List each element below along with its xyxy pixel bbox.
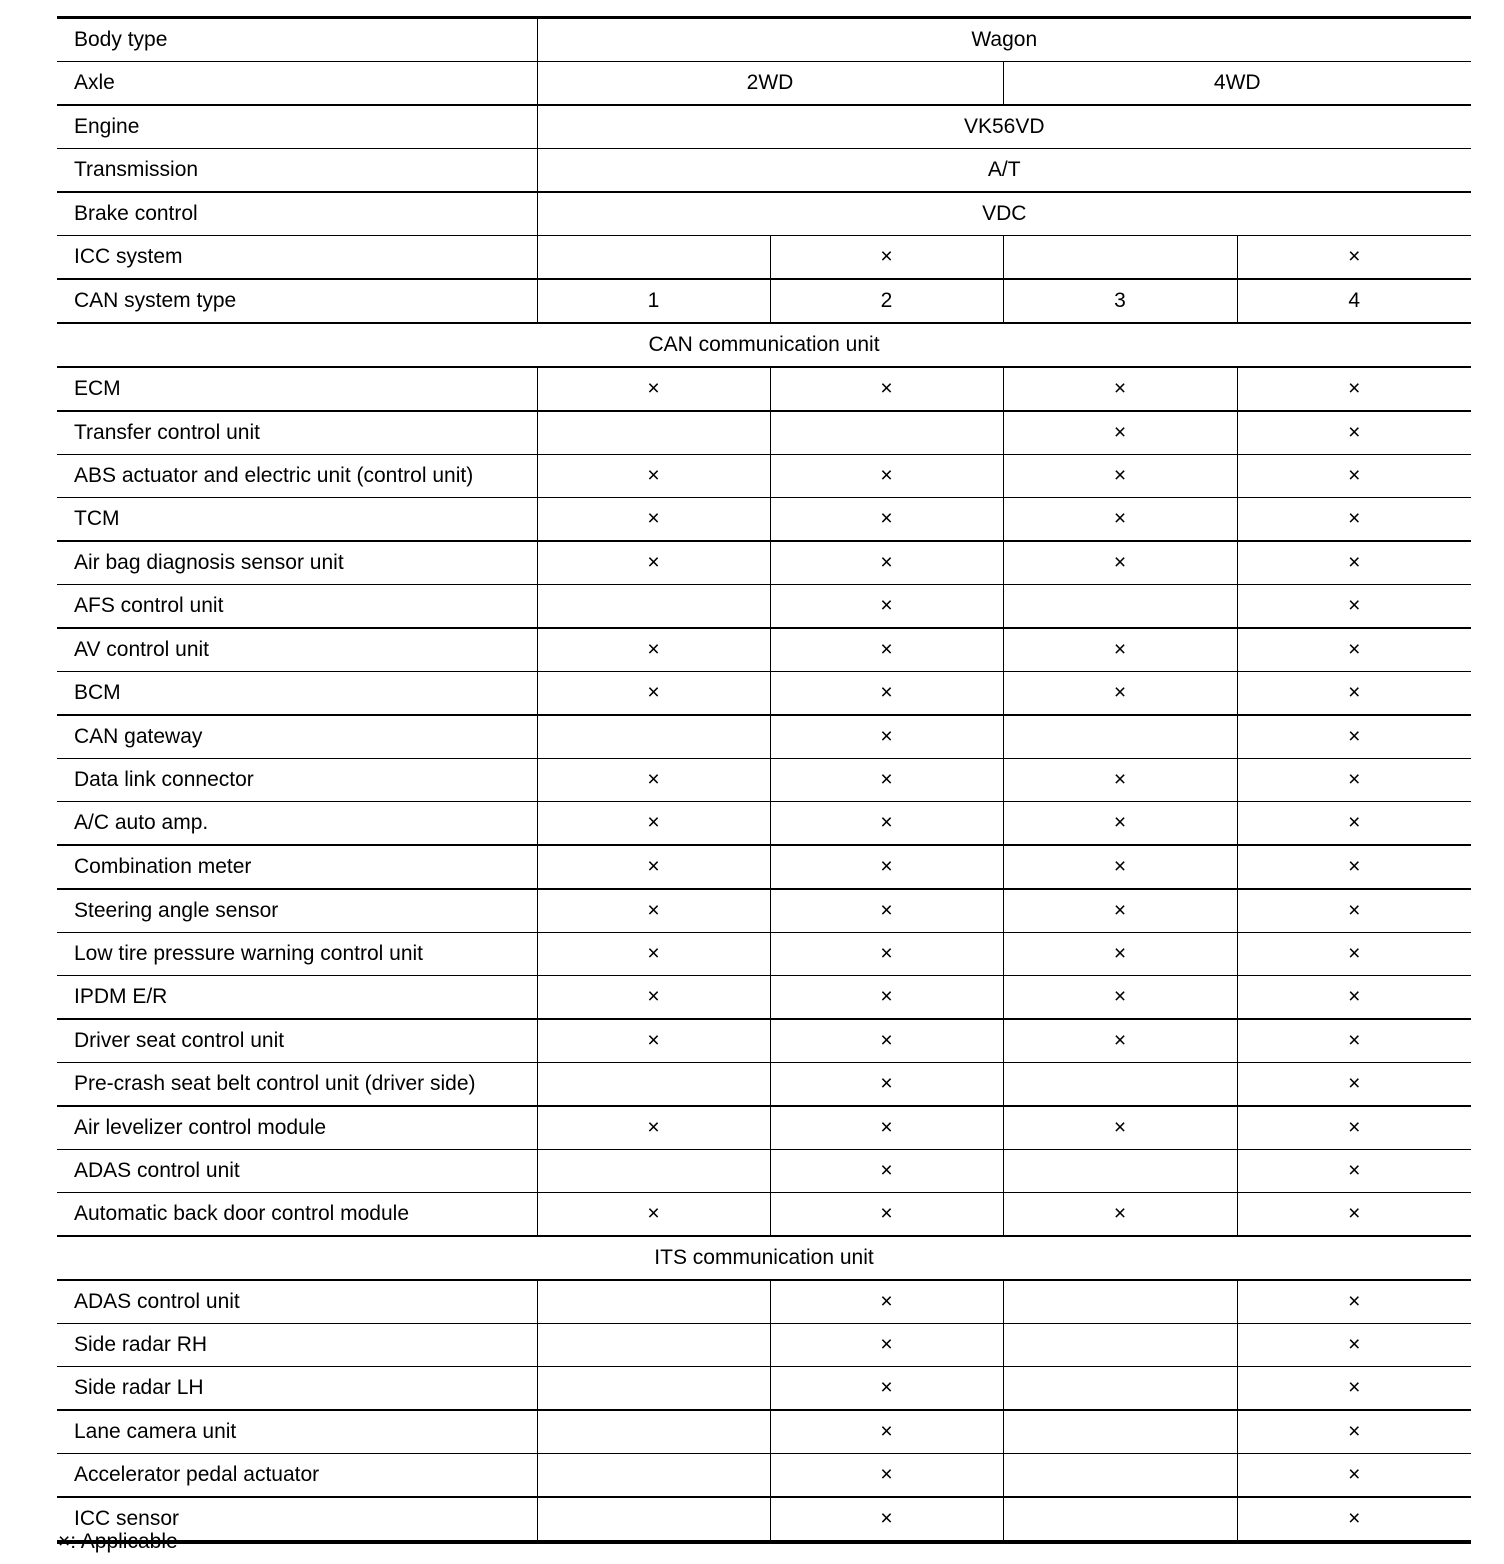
applicability-type-3 — [1003, 1497, 1237, 1542]
unit-name: Air bag diagnosis sensor unit — [57, 541, 537, 585]
applicability-type-2: × — [770, 585, 1003, 629]
applicability-type-4: × — [1237, 715, 1471, 759]
table-row — [57, 889, 1471, 933]
applicability-type-2: × — [770, 1063, 1003, 1107]
row-engine — [57, 105, 1471, 149]
can-system-table — [57, 16, 1471, 1544]
applicability-type-1 — [537, 1150, 770, 1193]
applicability-type-1 — [537, 411, 770, 455]
applicability-type-2 — [770, 411, 1003, 455]
section-title: CAN communication unit — [57, 323, 1471, 367]
applicability-type-2: × — [770, 498, 1003, 542]
brake-control-value: VDC — [537, 192, 1471, 236]
applicability-type-3 — [1003, 1280, 1237, 1324]
applicability-type-1: × — [537, 455, 770, 498]
applicability-type-1: × — [537, 672, 770, 716]
applicability-type-2: × — [770, 541, 1003, 585]
applicability-type-4: × — [1237, 1150, 1471, 1193]
applicability-type-4: × — [1237, 976, 1471, 1020]
unit-name: ADAS control unit — [57, 1150, 537, 1193]
body-type-label: Body type — [57, 18, 537, 62]
unit-name: TCM — [57, 498, 537, 542]
can-system-type-1: 1 — [537, 279, 770, 323]
table-row — [57, 1193, 1471, 1237]
transmission-value: A/T — [537, 149, 1471, 193]
table-row — [57, 541, 1471, 585]
applicability-type-1: × — [537, 976, 770, 1020]
row-body-type — [57, 18, 1471, 62]
applicability-type-2: × — [770, 1454, 1003, 1498]
applicability-type-4: × — [1237, 845, 1471, 889]
applicability-type-3: × — [1003, 411, 1237, 455]
applicability-type-4: × — [1237, 672, 1471, 716]
unit-name: Steering angle sensor — [57, 889, 537, 933]
applicability-type-3: × — [1003, 976, 1237, 1020]
applicability-type-2: × — [770, 1324, 1003, 1367]
applicability-type-3: × — [1003, 1193, 1237, 1237]
can-system-table-container — [57, 16, 1471, 1544]
applicability-type-3: × — [1003, 498, 1237, 542]
applicability-type-2: × — [770, 802, 1003, 846]
applicability-type-3 — [1003, 1454, 1237, 1498]
applicability-type-2: × — [770, 1497, 1003, 1542]
applicability-type-2: × — [770, 628, 1003, 672]
unit-name: Accelerator pedal actuator — [57, 1454, 537, 1498]
applicability-type-1: × — [537, 1106, 770, 1150]
table-row — [57, 1019, 1471, 1063]
applicability-type-3: × — [1003, 845, 1237, 889]
can-system-type-2: 2 — [770, 279, 1003, 323]
applicability-type-1: × — [537, 367, 770, 411]
table-row — [57, 1324, 1471, 1367]
applicability-type-4: × — [1237, 1063, 1471, 1107]
unit-name: Transfer control unit — [57, 411, 537, 455]
unit-name: BCM — [57, 672, 537, 716]
table-row — [57, 933, 1471, 976]
applicability-type-4: × — [1237, 628, 1471, 672]
applicability-type-1: × — [537, 628, 770, 672]
applicability-type-2: × — [770, 845, 1003, 889]
applicability-type-4: × — [1237, 802, 1471, 846]
applicability-type-3 — [1003, 1150, 1237, 1193]
unit-name: A/C auto amp. — [57, 802, 537, 846]
applicability-type-4: × — [1237, 455, 1471, 498]
applicability-type-4: × — [1237, 541, 1471, 585]
applicability-type-3: × — [1003, 367, 1237, 411]
unit-name: Low tire pressure warning control unit — [57, 933, 537, 976]
applicability-type-2: × — [770, 672, 1003, 716]
table-row — [57, 367, 1471, 411]
icc-system-label: ICC system — [57, 236, 537, 280]
icc-system-type-1 — [537, 236, 770, 280]
applicability-type-2: × — [770, 1410, 1003, 1454]
section-header-row — [57, 1236, 1471, 1280]
body-type-value: Wagon — [537, 18, 1471, 62]
icc-system-type-2: × — [770, 236, 1003, 280]
applicability-type-4: × — [1237, 585, 1471, 629]
applicability-type-2: × — [770, 367, 1003, 411]
unit-name: CAN gateway — [57, 715, 537, 759]
applicability-type-1 — [537, 1367, 770, 1411]
row-axle — [57, 62, 1471, 106]
icc-system-type-4: × — [1237, 236, 1471, 280]
legend-applicable: ×: Applicable — [58, 1530, 178, 1553]
applicability-type-3 — [1003, 1063, 1237, 1107]
applicability-type-3: × — [1003, 672, 1237, 716]
applicability-type-3: × — [1003, 933, 1237, 976]
applicability-type-3: × — [1003, 1019, 1237, 1063]
applicability-type-2: × — [770, 1019, 1003, 1063]
applicability-type-4: × — [1237, 889, 1471, 933]
applicability-type-1: × — [537, 498, 770, 542]
can-system-type-4: 4 — [1237, 279, 1471, 323]
table-row — [57, 1410, 1471, 1454]
unit-name: Combination meter — [57, 845, 537, 889]
unit-name: Driver seat control unit — [57, 1019, 537, 1063]
section-header-row — [57, 323, 1471, 367]
applicability-type-4: × — [1237, 1367, 1471, 1411]
table-row — [57, 715, 1471, 759]
applicability-type-1 — [537, 715, 770, 759]
row-can-system-type — [57, 279, 1471, 323]
axle-4wd: 4WD — [1003, 62, 1471, 106]
unit-name: IPDM E/R — [57, 976, 537, 1020]
applicability-type-3: × — [1003, 802, 1237, 846]
axle-label: Axle — [57, 62, 537, 106]
unit-name: AFS control unit — [57, 585, 537, 629]
unit-name: AV control unit — [57, 628, 537, 672]
table-body — [57, 18, 1471, 1543]
applicability-type-1: × — [537, 541, 770, 585]
brake-control-label: Brake control — [57, 192, 537, 236]
axle-2wd: 2WD — [537, 62, 1003, 106]
applicability-type-4: × — [1237, 1324, 1471, 1367]
applicability-type-1 — [537, 1410, 770, 1454]
unit-name: ECM — [57, 367, 537, 411]
table-row — [57, 1497, 1471, 1542]
can-system-type-3: 3 — [1003, 279, 1237, 323]
applicability-type-3: × — [1003, 759, 1237, 802]
applicability-type-3: × — [1003, 455, 1237, 498]
applicability-type-2: × — [770, 889, 1003, 933]
table-row — [57, 672, 1471, 716]
applicability-type-1 — [537, 1063, 770, 1107]
applicability-type-1: × — [537, 845, 770, 889]
applicability-type-3 — [1003, 1367, 1237, 1411]
transmission-label: Transmission — [57, 149, 537, 193]
unit-name: Air levelizer control module — [57, 1106, 537, 1150]
section-title: ITS communication unit — [57, 1236, 1471, 1280]
applicability-type-2: × — [770, 759, 1003, 802]
applicability-type-1: × — [537, 759, 770, 802]
table-row — [57, 1454, 1471, 1498]
engine-value: VK56VD — [537, 105, 1471, 149]
applicability-type-1 — [537, 1497, 770, 1542]
applicability-type-3 — [1003, 585, 1237, 629]
table-row — [57, 1150, 1471, 1193]
applicability-type-2: × — [770, 1106, 1003, 1150]
table-row — [57, 1280, 1471, 1324]
applicability-type-2: × — [770, 1150, 1003, 1193]
applicability-type-3: × — [1003, 889, 1237, 933]
applicability-type-4: × — [1237, 367, 1471, 411]
unit-name: Data link connector — [57, 759, 537, 802]
applicability-type-4: × — [1237, 1280, 1471, 1324]
table-row — [57, 411, 1471, 455]
applicability-type-1 — [537, 1454, 770, 1498]
unit-name: Side radar RH — [57, 1324, 537, 1367]
unit-name: ICC sensor — [57, 1497, 537, 1542]
applicability-type-4: × — [1237, 1019, 1471, 1063]
unit-name: Side radar LH — [57, 1367, 537, 1411]
table-row — [57, 845, 1471, 889]
unit-name: Automatic back door control module — [57, 1193, 537, 1237]
applicability-type-4: × — [1237, 1497, 1471, 1542]
applicability-type-2: × — [770, 1280, 1003, 1324]
unit-name: ADAS control unit — [57, 1280, 537, 1324]
table-row — [57, 802, 1471, 846]
applicability-type-3 — [1003, 1324, 1237, 1367]
unit-name: Lane camera unit — [57, 1410, 537, 1454]
applicability-type-2: × — [770, 455, 1003, 498]
applicability-type-3: × — [1003, 628, 1237, 672]
unit-name: ABS actuator and electric unit (control unit) — [57, 455, 537, 498]
row-transmission — [57, 149, 1471, 193]
applicability-type-1: × — [537, 1019, 770, 1063]
applicability-type-2: × — [770, 933, 1003, 976]
applicability-type-1 — [537, 585, 770, 629]
table-row — [57, 759, 1471, 802]
applicability-type-1: × — [537, 933, 770, 976]
engine-label: Engine — [57, 105, 537, 149]
applicability-type-2: × — [770, 976, 1003, 1020]
can-system-type-label: CAN system type — [57, 279, 537, 323]
applicability-type-4: × — [1237, 498, 1471, 542]
table-row — [57, 1063, 1471, 1107]
applicability-type-3: × — [1003, 541, 1237, 585]
applicability-type-3 — [1003, 1410, 1237, 1454]
applicability-type-4: × — [1237, 1193, 1471, 1237]
row-brake-control — [57, 192, 1471, 236]
table-row — [57, 585, 1471, 629]
icc-system-type-3 — [1003, 236, 1237, 280]
row-icc-system — [57, 236, 1471, 280]
applicability-type-1: × — [537, 802, 770, 846]
applicability-type-1: × — [537, 1193, 770, 1237]
table-row — [57, 628, 1471, 672]
applicability-type-1 — [537, 1280, 770, 1324]
applicability-type-1: × — [537, 889, 770, 933]
applicability-type-4: × — [1237, 1106, 1471, 1150]
applicability-type-4: × — [1237, 1410, 1471, 1454]
table-row — [57, 498, 1471, 542]
table-row — [57, 976, 1471, 1020]
applicability-type-4: × — [1237, 1454, 1471, 1498]
applicability-type-3 — [1003, 715, 1237, 759]
applicability-type-2: × — [770, 715, 1003, 759]
applicability-type-1 — [537, 1324, 770, 1367]
applicability-type-4: × — [1237, 411, 1471, 455]
table-row — [57, 1367, 1471, 1411]
applicability-type-2: × — [770, 1193, 1003, 1237]
table-row — [57, 1106, 1471, 1150]
applicability-type-3: × — [1003, 1106, 1237, 1150]
applicability-type-2: × — [770, 1367, 1003, 1411]
applicability-type-4: × — [1237, 759, 1471, 802]
unit-name: Pre-crash seat belt control unit (driver side) — [57, 1063, 537, 1107]
table-row — [57, 455, 1471, 498]
applicability-type-4: × — [1237, 933, 1471, 976]
